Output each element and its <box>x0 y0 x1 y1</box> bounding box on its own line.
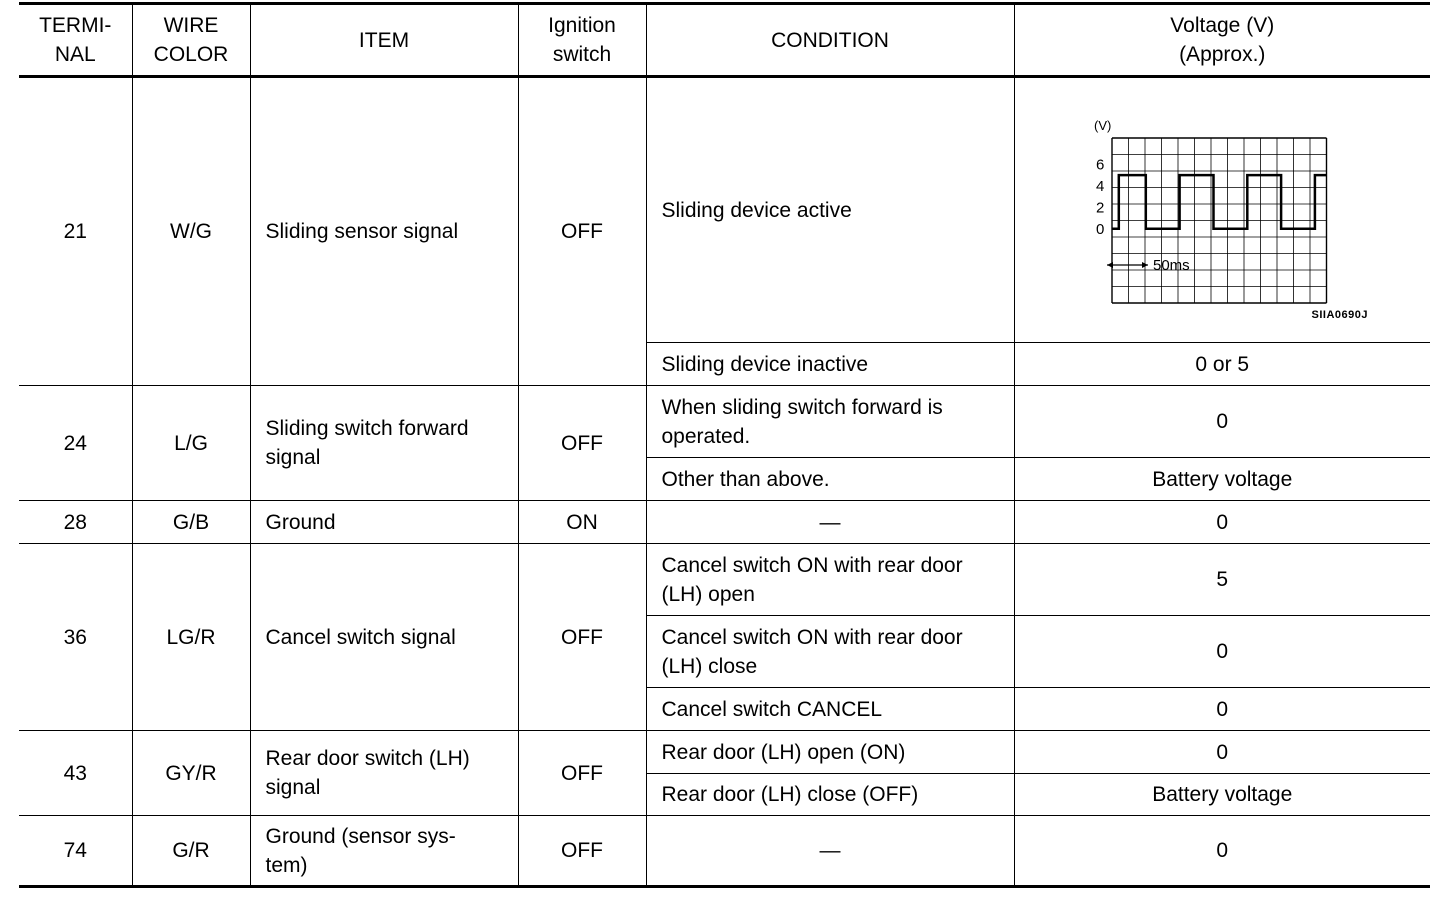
wire-color-cell: G/B <box>132 501 250 544</box>
item-cell: Ground (sensor sys- tem) <box>250 816 518 887</box>
voltage-cell: 0 or 5 <box>1014 343 1430 386</box>
item-cell: Rear door switch (LH) signal <box>250 731 518 816</box>
voltage-cell: 0 <box>1014 816 1430 887</box>
header-item: ITEM <box>250 4 518 77</box>
table-row <box>19 731 1430 774</box>
figure-code: SIIA0690J <box>1311 309 1368 321</box>
terminal-cell: 36 <box>19 544 132 731</box>
table-row <box>19 386 1430 458</box>
condition-cell: Cancel switch ON with rear door (LH) close <box>646 616 1014 688</box>
condition-cell: Cancel switch ON with rear door (LH) open <box>646 544 1014 616</box>
y-tick-label: 4 <box>1095 177 1104 195</box>
condition-cell: Rear door (LH) open (ON) <box>646 731 1014 774</box>
wire-color-cell: W/G <box>132 77 250 386</box>
condition-cell: Cancel switch CANCEL <box>646 688 1014 731</box>
wire-color-cell: LG/R <box>132 544 250 731</box>
header-voltage: Voltage (V) (Approx.) <box>1014 4 1430 77</box>
condition-cell: Rear door (LH) close (OFF) <box>646 774 1014 816</box>
header-wire-color: WIRE COLOR <box>132 4 250 77</box>
voltage-cell: 0 <box>1014 501 1430 544</box>
table-row <box>19 501 1430 544</box>
table-row <box>19 544 1430 616</box>
wire-color-cell: L/G <box>132 386 250 501</box>
item-cell: Sliding sensor signal <box>250 77 518 386</box>
voltage-cell: 0 <box>1014 731 1430 774</box>
item-cell: Cancel switch signal <box>250 544 518 731</box>
voltage-cell: Battery voltage <box>1014 458 1430 501</box>
table-row <box>19 77 1430 343</box>
ignition-cell: OFF <box>518 77 646 386</box>
condition-cell: — <box>646 501 1014 544</box>
ignition-cell: OFF <box>518 816 646 887</box>
waveform-chart <box>1070 118 1330 308</box>
condition-cell: — <box>646 816 1014 887</box>
y-tick-label: 0 <box>1095 220 1104 238</box>
table-row <box>19 816 1430 887</box>
terminal-cell: 74 <box>19 816 132 887</box>
terminal-cell: 43 <box>19 731 132 816</box>
y-unit-label: (V) <box>1093 118 1111 133</box>
y-tick-label: 2 <box>1095 199 1104 217</box>
wire-color-cell: GY/R <box>132 731 250 816</box>
voltage-cell: 0 <box>1014 386 1430 458</box>
voltage-cell: Battery voltage <box>1014 774 1430 816</box>
y-tick-label: 6 <box>1095 156 1104 174</box>
ignition-cell: OFF <box>518 386 646 501</box>
header-terminal: TERMI- NAL <box>19 4 132 77</box>
ignition-cell: OFF <box>518 544 646 731</box>
voltage-waveform-cell <box>1014 77 1430 343</box>
condition-cell: Other than above. <box>646 458 1014 501</box>
wire-color-cell: G/R <box>132 816 250 887</box>
header-condition: CONDITION <box>646 4 1014 77</box>
terminal-spec-table <box>19 2 1430 888</box>
ignition-cell: ON <box>518 501 646 544</box>
header-row <box>19 4 1430 77</box>
time-scale-marker <box>1107 257 1190 274</box>
voltage-cell: 0 <box>1014 688 1430 731</box>
terminal-cell: 21 <box>19 77 132 386</box>
voltage-cell: 0 <box>1014 616 1430 688</box>
ignition-cell: OFF <box>518 731 646 816</box>
header-ignition-switch: Ignition switch <box>518 4 646 77</box>
item-cell: Sliding switch forward signal <box>250 386 518 501</box>
terminal-cell: 24 <box>19 386 132 501</box>
terminal-cell: 28 <box>19 501 132 544</box>
condition-cell: Sliding device active <box>646 77 1014 343</box>
time-scale-label: 50ms <box>1152 257 1190 274</box>
voltage-cell: 5 <box>1014 544 1430 616</box>
condition-cell: When sliding switch forward is operated. <box>646 386 1014 458</box>
item-cell: Ground <box>250 501 518 544</box>
condition-cell: Sliding device inactive <box>646 343 1014 386</box>
